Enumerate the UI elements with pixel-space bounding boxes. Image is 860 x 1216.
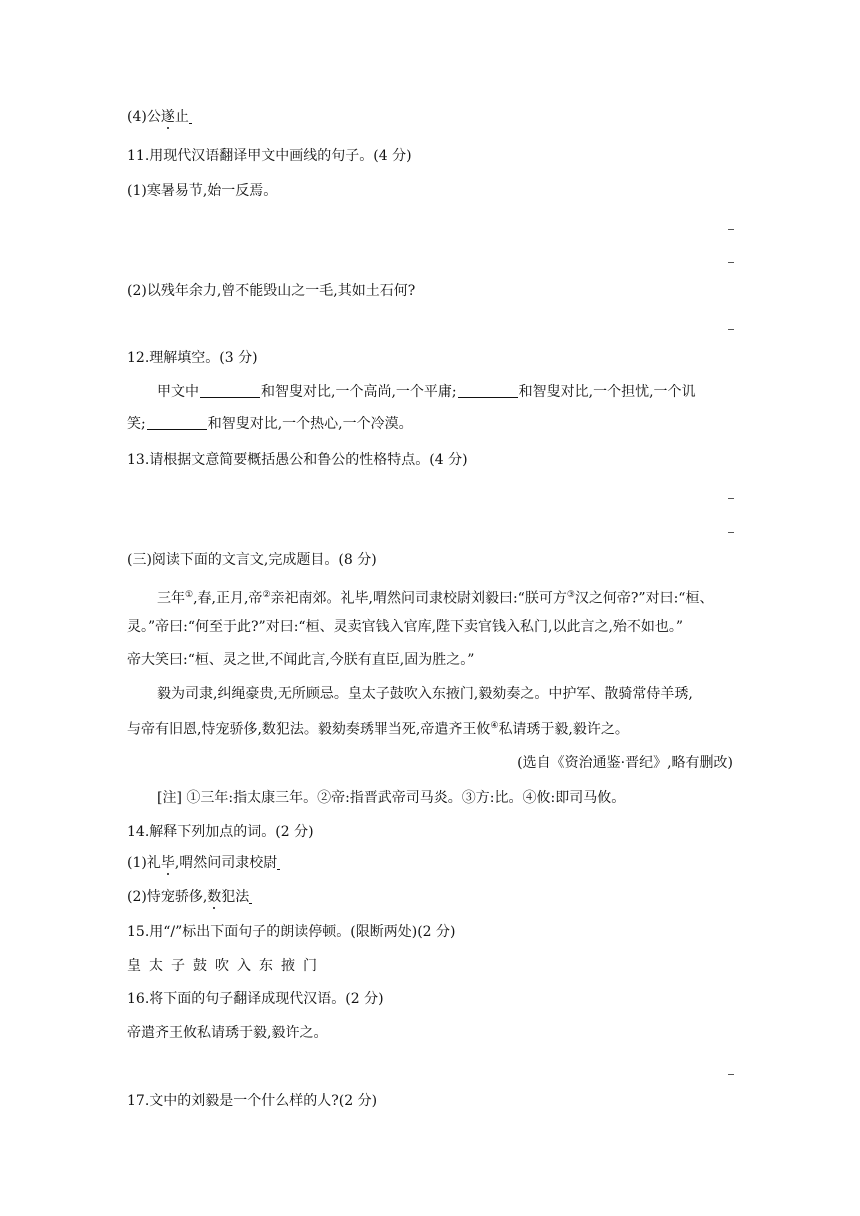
underline-mark <box>249 889 252 904</box>
q12-title: 12.理解填空。(3 分) <box>127 350 258 366</box>
underline-mark <box>277 855 280 870</box>
underline-mark <box>189 109 192 124</box>
answer-line <box>728 498 734 499</box>
answer-line <box>728 1074 734 1075</box>
answer-line <box>728 229 734 230</box>
q11-sentence-2: (2)以残年余力,曾不能毁山之一毛,其如土石何? <box>127 283 416 299</box>
q11-title: 11.用现代汉语翻译甲文中画线的句子。(4 分) <box>127 148 412 164</box>
q14-title: 14.解释下列加点的词。(2 分) <box>127 824 314 840</box>
passage-notes: [注] ①三年:指太康三年。②帝:指晋武帝司马炎。③方:比。④攸:即司马攸。 <box>157 790 626 806</box>
passage-line: 灵。”帝曰:“何至于此?”对曰:“桓、灵卖官钱入官库,陛下卖官钱入私门,以此言之,殆不如也。” <box>127 619 684 635</box>
q10-item-4: (4)公遂止 <box>127 107 733 127</box>
passage-line: 毅为司隶,纠绳豪贵,无所顾忌。皇太子鼓吹入东掖门,毅劾奏之。中护军、散骑常侍羊琇, <box>157 686 693 702</box>
fill-blank[interactable] <box>200 383 260 398</box>
fill-blank[interactable] <box>458 383 518 398</box>
dotted-word: 遂 <box>160 109 175 125</box>
passage-line: 帝大笑曰:“桓、灵之世,不闻此言,今朕有直臣,固为胜之。” <box>127 652 475 668</box>
q12-line-1: 甲文中 和智叟对比,一个高尚,一个平庸; 和智叟对比,一个担忧,一个讥 <box>157 384 696 400</box>
answer-line <box>728 532 734 533</box>
section-3-title: (三)阅读下面的文言文,完成题目。(8 分) <box>127 552 377 568</box>
q15-sentence: 皇太子鼓吹入东掖门 <box>127 958 325 974</box>
q17-title: 17.文中的刘毅是一个什么样的人?(2 分) <box>127 1093 378 1109</box>
q16-sentence: 帝遣齐王攸私请琇于毅,毅许之。 <box>127 1025 328 1041</box>
q16-title: 16.将下面的句子翻译成现代汉语。(2 分) <box>127 991 384 1007</box>
passage-source: (选自《资治通鉴·晋纪》,略有删改) <box>517 755 733 771</box>
answer-line <box>728 262 734 263</box>
q12-line-2: 笑; 和智叟对比,一个热心,一个冷漠。 <box>127 416 413 432</box>
passage-line: 与帝有旧恩,恃宠骄侈,数犯法。毅劾奏琇罪当死,帝遣齐王攸④私请琇于毅,毅许之。 <box>127 721 629 738</box>
dotted-word: 毕 <box>160 855 175 871</box>
q11-sentence-1: (1)寒暑易节,始一反焉。 <box>127 183 278 199</box>
passage-line: 三年①,春,正月,帝②亲祀南郊。礼毕,喟然问司隶校尉刘毅曰:“朕可方③汉之何帝?”对曰:“桓、 <box>157 590 714 607</box>
q14-item-2: (2)恃宠骄侈,数犯法 <box>127 887 733 907</box>
fill-blank[interactable] <box>147 415 207 430</box>
answer-line <box>728 329 734 330</box>
dotted-word: 数 <box>207 889 222 905</box>
q14-item-1: (1)礼毕,喟然问司隶校尉 <box>127 853 733 873</box>
q13-title: 13.请根据文意简要概括愚公和鲁公的性格特点。(4 分) <box>127 452 468 468</box>
q15-title: 15.用“/”标出下面句子的朗读停顿。(限断两处)(2 分) <box>127 924 456 940</box>
